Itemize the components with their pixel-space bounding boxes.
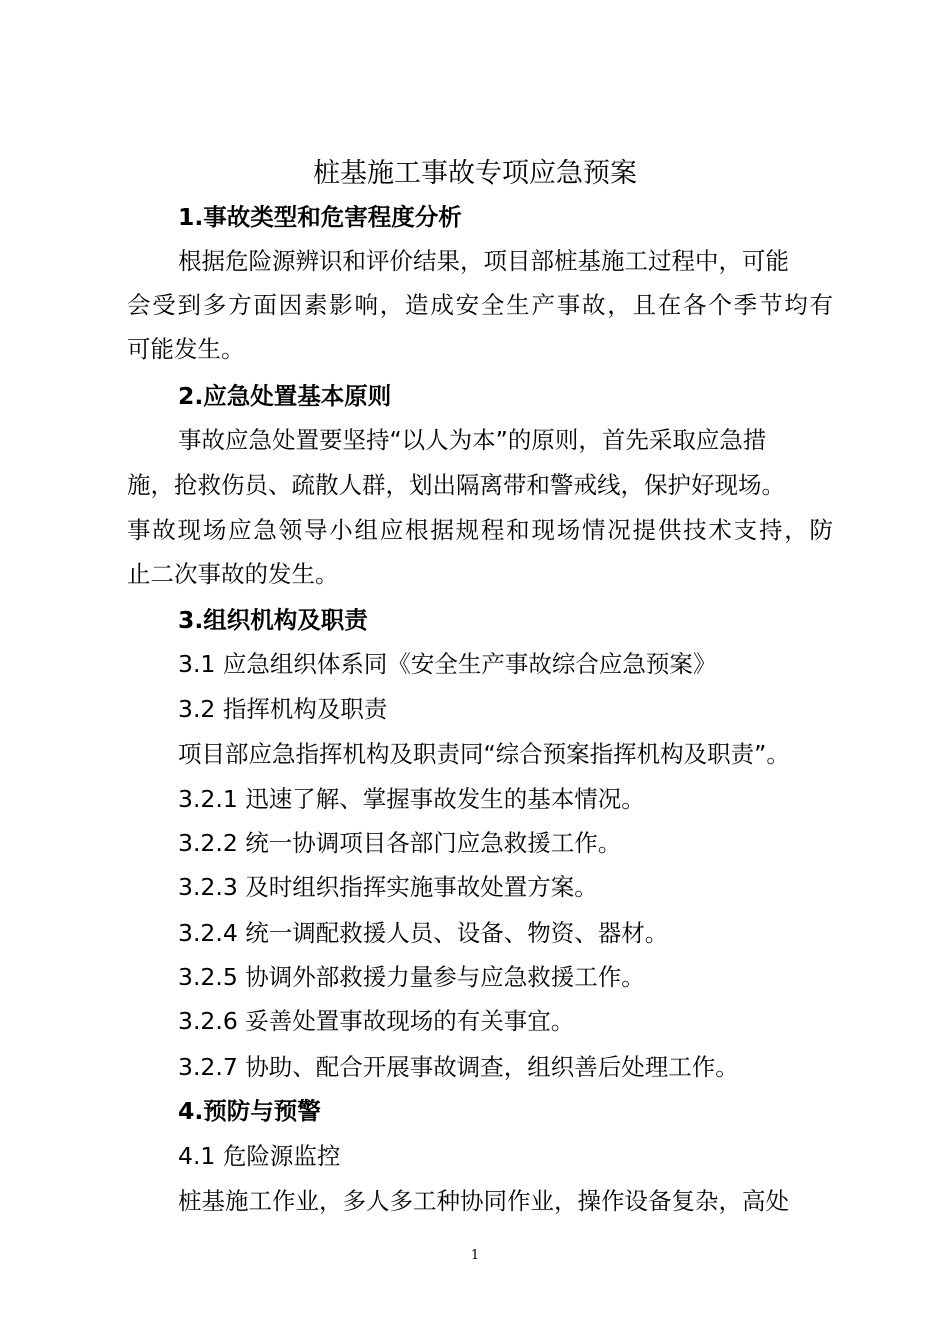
paragraph-line: 根据危险源辨识和评价结果，项目部桩基施工过程中，可能 bbox=[178, 247, 789, 275]
list-item: 3.2.5 协调外部救援力量参与应急救援工作。 bbox=[178, 963, 645, 991]
paragraph-line: 止二次事故的发生。 bbox=[127, 560, 339, 588]
paragraph-line: 项目部应急指挥机构及职责同“综合预案指挥机构及职责”。 bbox=[178, 740, 790, 768]
section-1-heading: 1.事故类型和危害程度分析 bbox=[178, 203, 462, 231]
list-item: 3.2.4 统一调配救援人员、设备、物资、器材。 bbox=[178, 919, 669, 947]
paragraph-line: 施，抢救伤员、疏散人群，划出隔离带和警戒线，保护好现场。 bbox=[127, 471, 785, 499]
subsection-line: 3.2 指挥机构及职责 bbox=[178, 695, 388, 723]
page-number: 1 bbox=[470, 1248, 480, 1263]
section-2-heading: 2.应急处置基本原则 bbox=[178, 382, 392, 410]
paragraph-line: 桩基施工作业，多人多工种协同作业，操作设备复杂，高处 bbox=[178, 1187, 789, 1215]
paragraph-line: 可能发生。 bbox=[127, 335, 245, 363]
list-item: 3.2.7 协助、配合开展事故调查，组织善后处理工作。 bbox=[178, 1053, 739, 1081]
paragraph-line: 事故应急处置要坚持“以人为本”的原则，首先采取应急措 bbox=[178, 426, 767, 454]
section-3-heading: 3.组织机构及职责 bbox=[178, 606, 368, 634]
subsection-line: 3.1 应急组织体系同《安全生产事故综合应急预案》 bbox=[178, 650, 717, 678]
subsection-line: 4.1 危险源监控 bbox=[178, 1142, 341, 1170]
list-item: 3.2.6 妥善处置事故现场的有关事宜。 bbox=[178, 1007, 575, 1035]
paragraph-line: 会受到多方面因素影响，造成安全生产事故，且在各个季节均有 bbox=[127, 291, 833, 319]
list-item: 3.2.1 迅速了解、掌握事故发生的基本情况。 bbox=[178, 785, 645, 813]
paragraph-line: 事故现场应急领导小组应根据规程和现场情况提供技术支持，防 bbox=[127, 516, 833, 544]
document-title: 桩基施工事故专项应急预案 bbox=[313, 158, 637, 189]
section-4-heading: 4.预防与预警 bbox=[178, 1097, 321, 1125]
list-item: 3.2.3 及时组织指挥实施事故处置方案。 bbox=[178, 873, 598, 901]
list-item: 3.2.2 统一协调项目各部门应急救援工作。 bbox=[178, 829, 622, 857]
